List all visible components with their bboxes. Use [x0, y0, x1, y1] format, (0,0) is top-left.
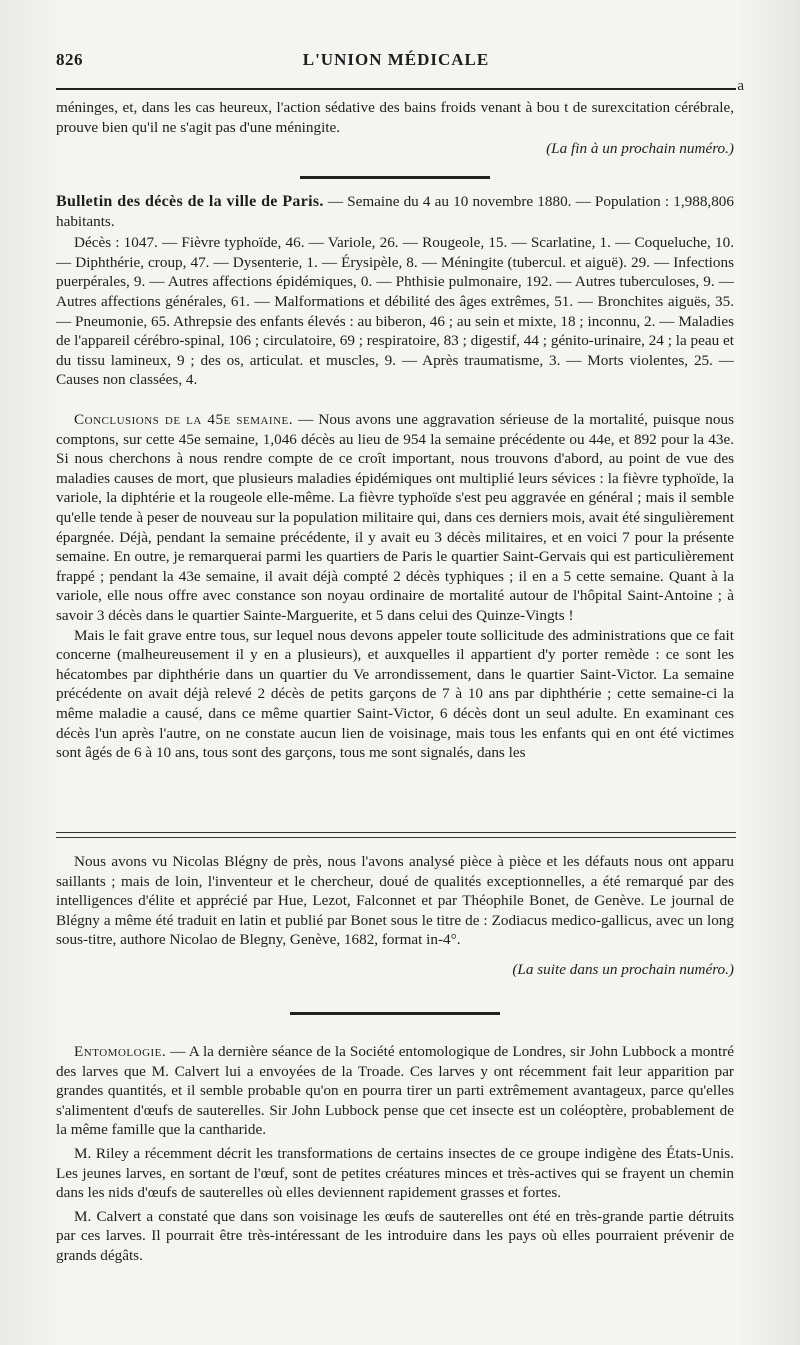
- conclusions-paragraph-1: — Nous avons une aggravation sérieuse de la mortalité, puisque nous comptons, sur cette 45e semaine, 1,046 décès au lieu de 954 la semaine précédente ou 44e, et 892 pour la 43e. Si nous cherchons à nous rendre compte de ce croît important, nous trouvons d'abord, au point de vue des maladies causes de mort, que plusieurs maladies épidémiques ont multiplié leurs sévices : la fièvre typhoïde, la variole, la diphtérie et la rougeole elle-même. La fièvre typhoïde s'est peu aggravée en général ; mais il semble qu'elle tende à peser de nouveau sur la population militaire qui, dans ces derniers mois, avait été singulièrement épargnée. Déjà, pendant la semaine précédente, il y avait eu 3 décès militaires, et en voici 7 pour la présente semaine. En outre, je remarquerai parmi les quartiers de Paris le quartier Saint-Gervais qui est particulièrement frappé ; pendant la 43e semaine, il avait déjà compté 2 décès typhiques ; il en a 5 cette semaine. Quant à la variole, elle nous offre avec constance son noyau ordinaire de mortalité autour de l'hôpital Saint-Antoine ; à savoir 3 décès dans le quartier Sainte-Marguerite, et 5 dans celui des Quinze-Vingts !: [56, 411, 734, 624]
- margin-mark: a: [737, 78, 744, 94]
- section-separator: [300, 176, 490, 179]
- bulletin-section: [56, 192, 734, 390]
- entomologie-paragraph-1: — A la dernière séance de la Société entomologique de Londres, sir John Lubbock a montré des larves que M. Calvert lui a envoyées de la Troade. Ces larves y ont récemment fait leur apparition par grandes quantités, et il semble probable qu'on en pourra tirer un parti extrêmement avantageux, parce qu'elles s'alimentent d'œufs de sauterelles. Sir John Lubbock pense que cet insecte est un coléoptère, probablement de la même famille que la cantharide.: [56, 1043, 734, 1139]
- suite-note: (La suite dans un prochain numéro.): [512, 960, 734, 978]
- conclusions-heading: Conclusions de la 45e semaine.: [74, 411, 294, 428]
- bulletin-intro: — Semaine du 4 au 10 novembre 1880. — Population : 1,988,806 habitants.: [56, 193, 734, 230]
- bulletin-title: Bulletin des décès de la ville de Paris.: [56, 193, 324, 210]
- opening-paragraph: méninges, et, dans les cas heureux, l'action sédative des bains froids venant à bou t de surexcitation cérébrale, prouve bien qu'il ne s'agit pas d'une méningite.: [56, 99, 734, 136]
- running-title: L'UNION MÉDICALE: [302, 50, 490, 69]
- deaths-paragraph: Décès : 1047. — Fièvre typhoïde, 46. — Variole, 26. — Rougeole, 15. — Scarlatine, 1. — Coqueluche, 10. — Diphthérie, croup, 47. — Dysenterie, 1. — Érysipèle, 8. — Méningite (tubercul. et aiguë). 29. — Infections puerpérales, 9. — Autres affections épidémiques, 0. — Phthisie pulmonaire, 192. — Autres tuberculoses, 9. — Autres affections générales, 61. — Malformations et débilité des âges extrêmes, 51. — Bronchites aiguës, 35. — Pneumonie, 65. Athrepsie des enfants élevés : au biberon, 46 ; au sein et mixte, 18 ; inconnu, 2. — Maladies de l'appareil cérébro-spinal, 106 ; circulatoire, 69 ; respiratoire, 83 ; digestif, 44 ; génito-urinaire, 24 ; la peau et du tissu lamineux, 9 ; des os, articulat. et muscles, 9. — Après traumatisme, 3. — Morts violentes, 25. — Causes non classées, 4.: [56, 234, 734, 389]
- page-header: [56, 50, 744, 94]
- conclusions-section: [56, 410, 734, 763]
- conclusions-paragraph-2: Mais le fait grave entre tous, sur lequel nous devons appeler toute sollicitude des administrations que ce fait concerne (malheureusement il y en a plusieurs), et auxquelles il appartient d'y porter remède : ce sont les hécatombes par diphthérie dans un quartier du Ve arrondissement, dans le quartier Saint-Victor. La semaine précédente on avait déjà relevé 2 décès de petits garçons de 7 à 10 ans par diphthérie ; cette semaine-ci la même maladie a causé, dans ce même quartier Saint-Victor, 6 décès dont un seul adulte. En examinant ces décès l'un après l'autre, on ne constate aucun lien de voisinage, mais tous les enfants qui en ont été victimes sont âgés de 6 à 10 ans, tous sont des garçons, tous me sont signalés, dans les: [56, 626, 734, 762]
- continued-note: (La fin à un prochain numéro.): [546, 140, 734, 158]
- entomologie-paragraph-3: M. Calvert a constaté que dans son voisinage les œufs de sauterelles ont été en très-grande partie détruits par ces larves. Il pourrait être très-intéressant de les introduire dans les pays où elles pourraient prévenir de grands dégâts.: [56, 1207, 734, 1264]
- opening-section: [56, 98, 734, 159]
- page-number: 826: [56, 50, 83, 69]
- blegny-paragraph: Nous avons vu Nicolas Blégny de près, nous l'avons analysé pièce à pièce et les défauts nous ont apparu saillants ; mais de loin, l'inventeur et le chercheur, doué de qualités exceptionnelles, a été remarqué par des intelligences d'élite et apprécié par Hue, Lezot, Falconnet et par Théophile Bonet, de Genève. Le journal de Blégny a même été traduit en latin et publié par Bonet sous le titre de : Zodiacus medico-gallicus, avec un long sous-titre, authore Nicolao de Blegny, Genève, 1682, format in-4°.: [56, 853, 734, 949]
- entomologie-section: [56, 1042, 734, 1266]
- blegny-section: [56, 852, 734, 980]
- entomologie-paragraph-2: M. Riley a récemment décrit les transformations de certains insectes de ce groupe indigène des États-Unis. Les jeunes larves, en sortant de l'œuf, sont de petites créatures minces et très-actives qui se frayent un chemin dans les nids d'œufs de sauterelles où elles deviennent rapidement grasses et fortes.: [56, 1144, 734, 1202]
- feuilleton-rule: [56, 832, 736, 838]
- header-rule: [56, 88, 736, 90]
- entomologie-heading: Entomologie.: [74, 1043, 167, 1060]
- section-separator-2: [290, 1012, 500, 1015]
